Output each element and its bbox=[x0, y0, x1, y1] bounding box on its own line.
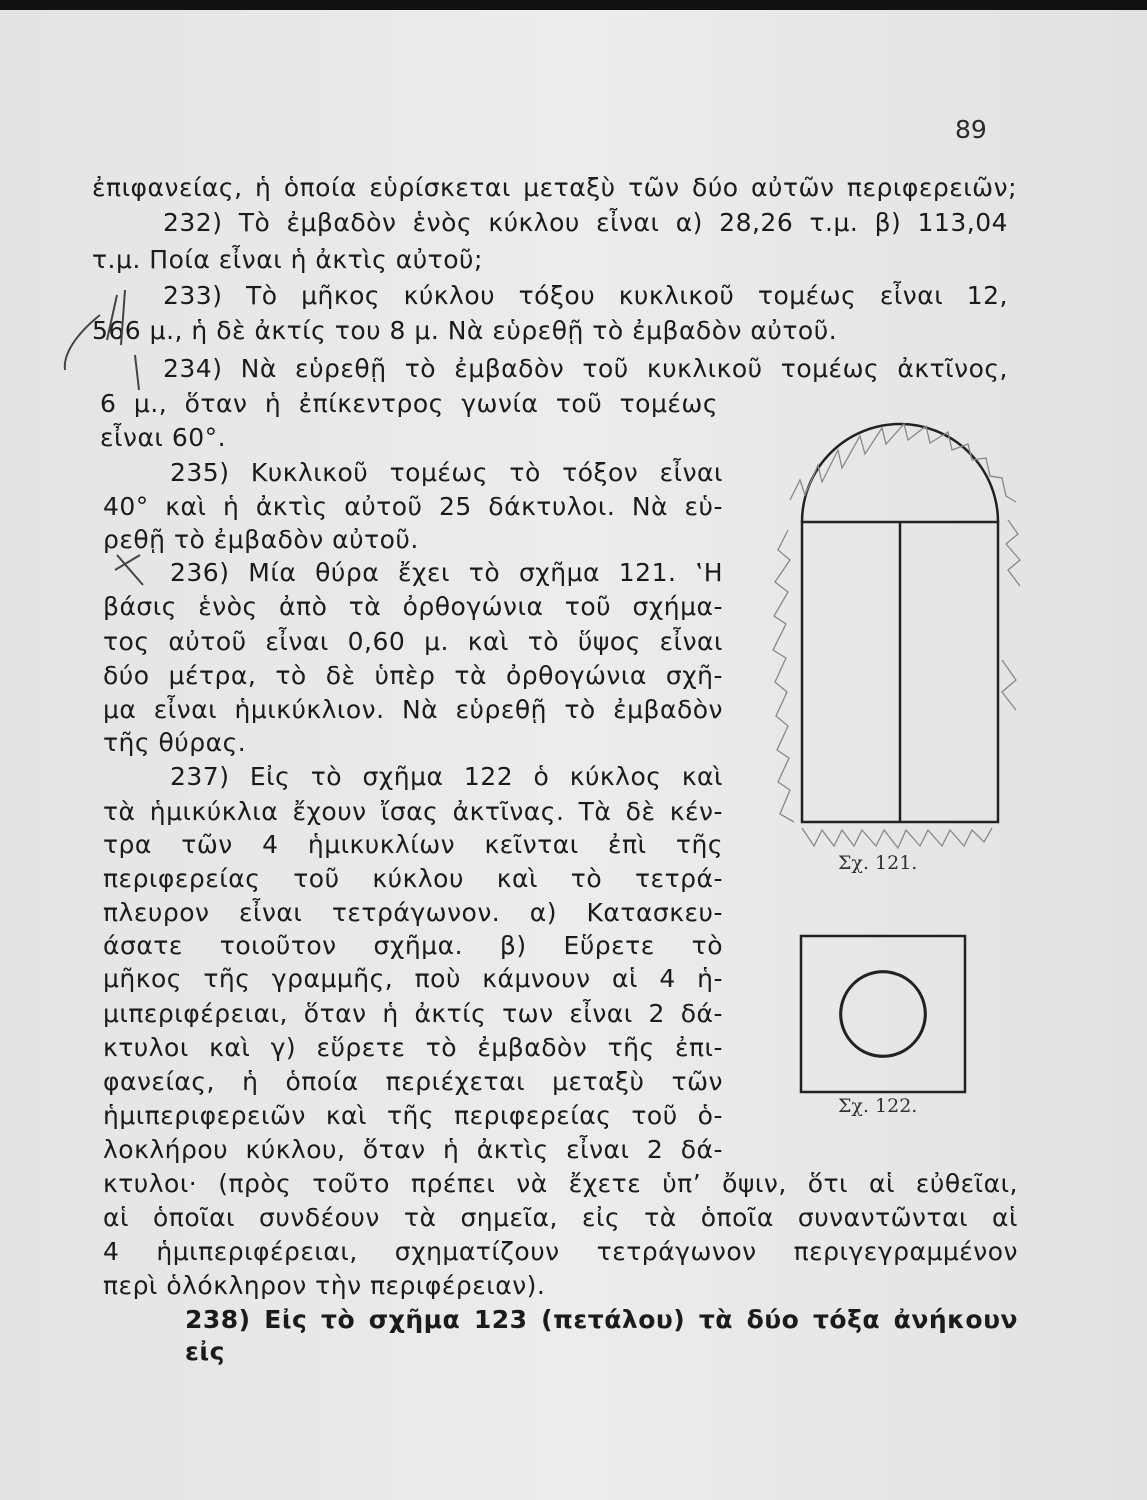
text-line: 566 μ., ἡ δὲ ἀκτίς του 8 μ. Νὰ εὑρεθῇ τὸ ἐμβαδὸν αὐτοῦ. bbox=[92, 316, 838, 345]
text-line: λοκλήρου κύκλου, ὅταν ἡ ἀκτὶς εἶναι 2 δά- bbox=[103, 1135, 723, 1164]
semicircle-right bbox=[913, 984, 926, 1044]
door-semicircle bbox=[802, 424, 998, 522]
text-line: ρεθῇ τὸ ἐμβαδὸν αὐτοῦ. bbox=[103, 525, 419, 554]
text-line: 4 ἡμιπεριφέρειαι, σχηματίζουν τετράγωνον περιγεγραμμένον bbox=[103, 1237, 1018, 1266]
text-line: φανείας, ἡ ὁποία περιέχεται μεταξὺ τῶν bbox=[103, 1067, 723, 1096]
text-line: ἡμιπεριφερειῶν καὶ τῆς περιφερείας τοῦ ὁ- bbox=[103, 1101, 723, 1130]
text-line: τρα τῶν 4 ἡμικυκλίων κεῖνται ἐπὶ τῆς bbox=[103, 830, 723, 859]
margin-pencil-marks bbox=[55, 260, 165, 600]
text-line: αἱ ὁποῖαι συνδέουν τὰ σημεῖα, εἰς τὰ ὁποῖα συναντῶνται αἱ bbox=[103, 1203, 1018, 1232]
text-line: άσατε τοιοῦτον σχῆμα. β) Εὕρετε τὸ bbox=[103, 931, 723, 960]
text-line: βάσις ἑνὸς ἀπὸ τὰ ὀρθογώνια τοῦ σχήμα- bbox=[103, 592, 723, 621]
figure-121-caption: Σχ. 121. bbox=[838, 852, 918, 874]
semicircle-bottom bbox=[853, 1044, 913, 1057]
text-line: μιπεριφέρειαι, ὅταν ἡ ἀκτίς των εἶναι 2 δά- bbox=[103, 999, 723, 1028]
text-line: κτυλοι· (πρὸς τοῦτο πρέπει νὰ ἔχετε ὑπ’ ὄψιν, ὅτι αἱ εὐθεῖαι, bbox=[103, 1169, 1018, 1198]
scan-top-edge bbox=[0, 0, 1147, 10]
text-line: τ.μ. Ποία εἶναι ἡ ἀκτὶς αὐτοῦ; bbox=[92, 245, 483, 274]
text-line: 236) Μία θύρα ἔχει τὸ σχῆμα 121. ‛Η bbox=[170, 558, 723, 587]
semicircle-left bbox=[840, 984, 853, 1044]
text-line: 40° καὶ ἡ ἀκτὶς αὐτοῦ 25 δάκτυλοι. Νὰ εὑ- bbox=[103, 492, 723, 521]
text-line: δύο μέτρα, τὸ δὲ ὑπὲρ τὰ ὀρθογώνια σχῆ- bbox=[103, 661, 723, 690]
text-line: τος αὐτοῦ εἶναι 0,60 μ. καὶ τὸ ὕψος εἶναι bbox=[103, 627, 723, 656]
text-line: 233) Τὸ μῆκος κύκλου τόξου κυκλικοῦ τομέως εἶναι 12, bbox=[163, 281, 1008, 310]
figure-121-door bbox=[770, 410, 1030, 860]
book-page bbox=[0, 10, 1147, 1500]
text-line: 238) Εἰς τὸ σχῆμα 123 (πετάλου) τὰ δύο τόξα ἀνήκουν εἰς bbox=[185, 1305, 1018, 1366]
text-line: 237) Εἰς τὸ σχῆμα 122 ὁ κύκλος καὶ bbox=[170, 762, 723, 791]
text-line: τὰ ἡμικύκλια ἔχουν ἴσας ἀκτῖνας. Τὰ δὲ κέν- bbox=[103, 797, 723, 826]
text-line: περιφερείας τοῦ κύκλου καὶ τὸ τετρά- bbox=[103, 864, 723, 893]
text-line: 235) Κυκλικοῦ τομέως τὸ τόξον εἶναι bbox=[170, 458, 723, 487]
text-line: εἶναι 60°. bbox=[100, 423, 227, 452]
text-line: κτυλοι καὶ γ) εὕρετε τὸ ἐμβαδὸν τῆς ἐπι- bbox=[103, 1033, 723, 1062]
figure-122-quatrefoil bbox=[795, 930, 970, 1100]
outer-square bbox=[801, 936, 965, 1092]
text-line: τῆς θύρας. bbox=[103, 728, 247, 757]
text-line: πλευρον εἶναι τετράγωνον. α) Κατασκευ- bbox=[103, 898, 723, 927]
text-line: 6 μ., ὅταν ἡ ἐπίκεντρος γωνία τοῦ τομέως bbox=[100, 389, 718, 418]
semicircle-top bbox=[853, 971, 913, 984]
text-line: 232) Τὸ ἐμβαδὸν ἑνὸς κύκλου εἶναι α) 28,26 τ.μ. β) 113,04 bbox=[163, 208, 1008, 237]
text-line: μα εἶναι ἡμικύκλιον. Νὰ εὑρεθῇ τὸ ἐμβαδὸν bbox=[103, 695, 723, 724]
page-number: 89 bbox=[955, 115, 987, 144]
text-line: μῆκος τῆς γραμμῆς, ποὺ κάμνουν αἱ 4 ἡ- bbox=[103, 964, 723, 993]
pencil-scribble bbox=[773, 424, 1020, 848]
text-line: περὶ ὁλόκληρον τὴν περιφέρειαν). bbox=[103, 1271, 546, 1300]
text-line: 234) Νὰ εὑρεθῇ τὸ ἐμβαδὸν τοῦ κυκλικοῦ τομέως ἀκτῖνος, bbox=[163, 354, 1008, 383]
figure-122-caption: Σχ. 122. bbox=[838, 1095, 918, 1117]
inner-circle bbox=[841, 972, 925, 1056]
text-line: ἐπιφανείας, ἡ ὁποία εὑρίσκεται μεταξὺ τῶν δύο αὐτῶν περιφερειῶν; bbox=[92, 173, 1017, 202]
